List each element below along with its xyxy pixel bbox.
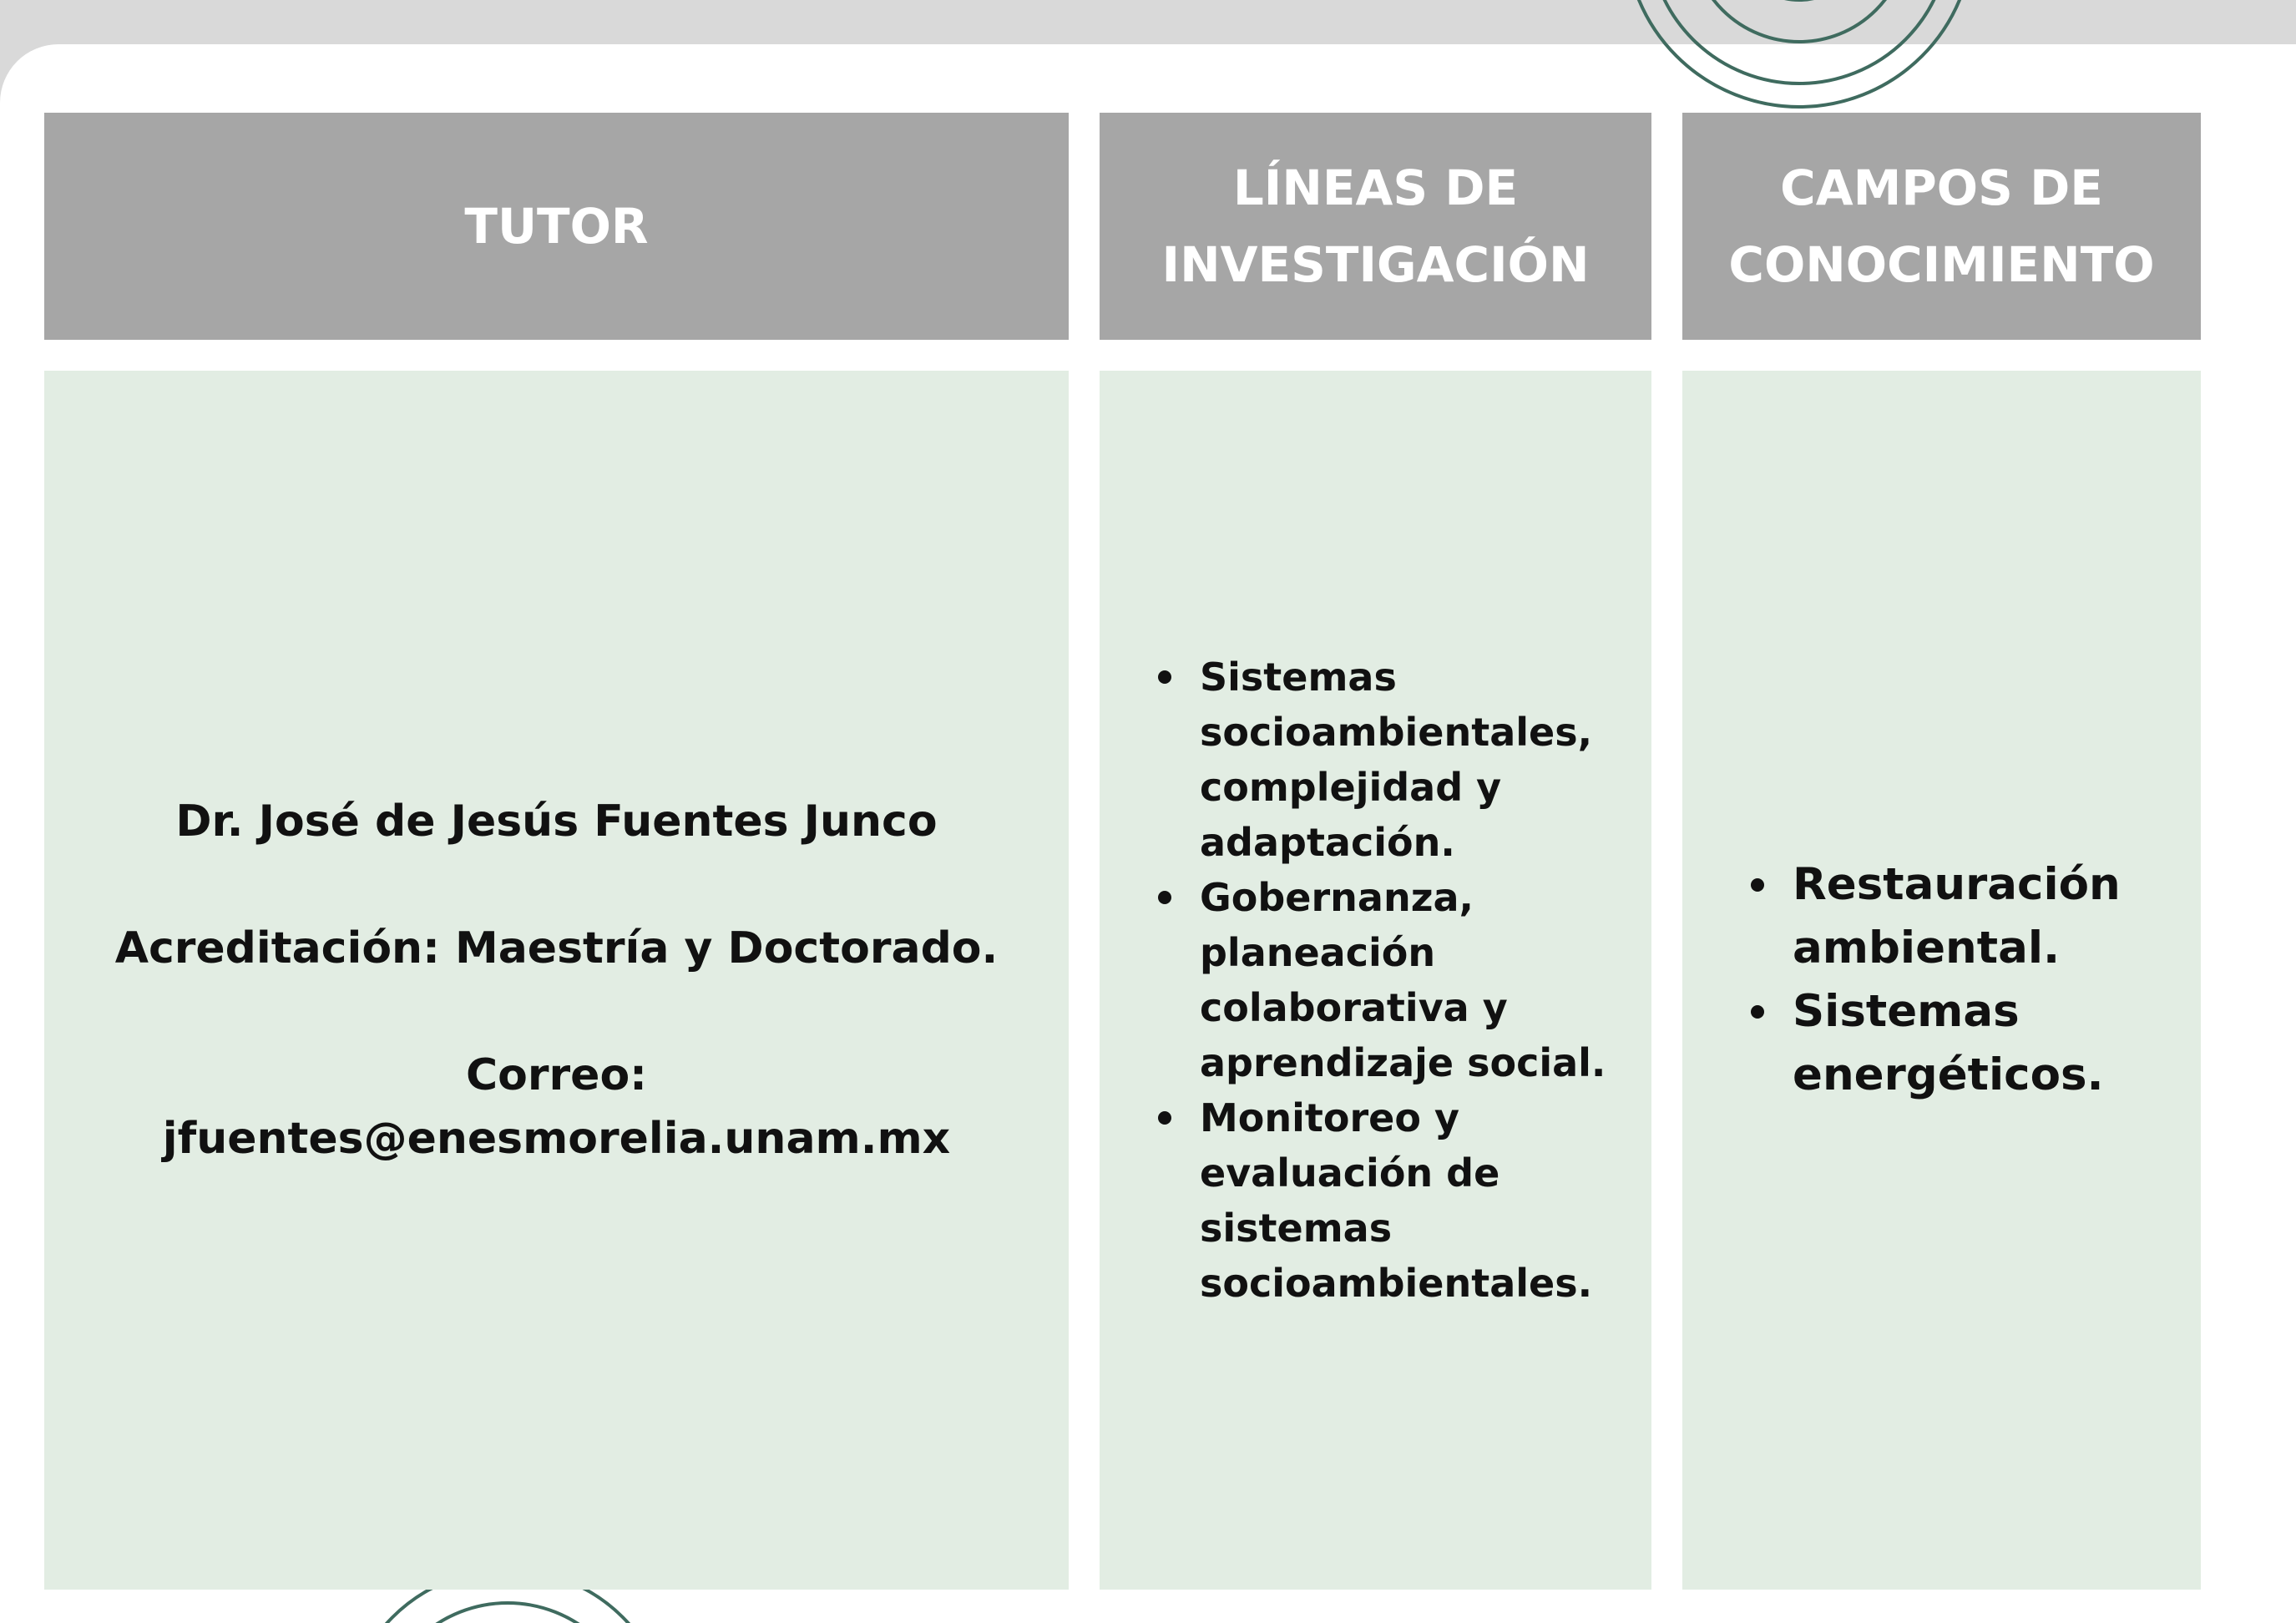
research-line-item: Monitoreo y evaluación de sistemas socioambientales. (1200, 1090, 1634, 1311)
research-lines-cell (1100, 371, 1651, 1590)
research-lines-header-line-2: INVESTIGACIÓN (1161, 236, 1590, 293)
tutor-header-label: TUTOR (464, 198, 649, 255)
research-lines-column-header (1100, 113, 1651, 340)
tutor-email-label: Correo: (466, 1050, 647, 1100)
knowledge-field-item: Sistemas energéticos. (1793, 980, 2177, 1107)
ring-top-2 (1691, 0, 1908, 42)
tutor-name: Dr. José de Jesús Fuentes Junco (175, 796, 938, 847)
knowledge-field-item: Restauración ambiental. (1793, 853, 2177, 980)
knowledge-fields-list (1793, 853, 2177, 1107)
tutor-email: jfuentes@enesmorelia.unam.mx (162, 1114, 951, 1164)
tutor-accreditation: Acreditación: Maestría y Doctorado. (114, 923, 999, 973)
tutor-column-header (44, 113, 1069, 340)
knowledge-fields-cell (1682, 371, 2201, 1590)
knowledge-fields-column-header (1682, 113, 2201, 340)
knowledge-fields-header-line-1: CAMPOS DE (1780, 159, 2103, 216)
tutor-cell (44, 371, 1069, 1590)
research-lines-list (1200, 650, 1634, 1311)
research-lines-header-line-1: LÍNEAS DE (1232, 159, 1519, 216)
knowledge-fields-header-line-2: CONOCIMIENTO (1728, 236, 2155, 293)
research-line-item: Gobernanza, planeación colaborativa y aprendizaje social. (1200, 870, 1634, 1090)
research-line-item: Sistemas socioambientales, complejidad y adaptación. (1200, 650, 1634, 870)
